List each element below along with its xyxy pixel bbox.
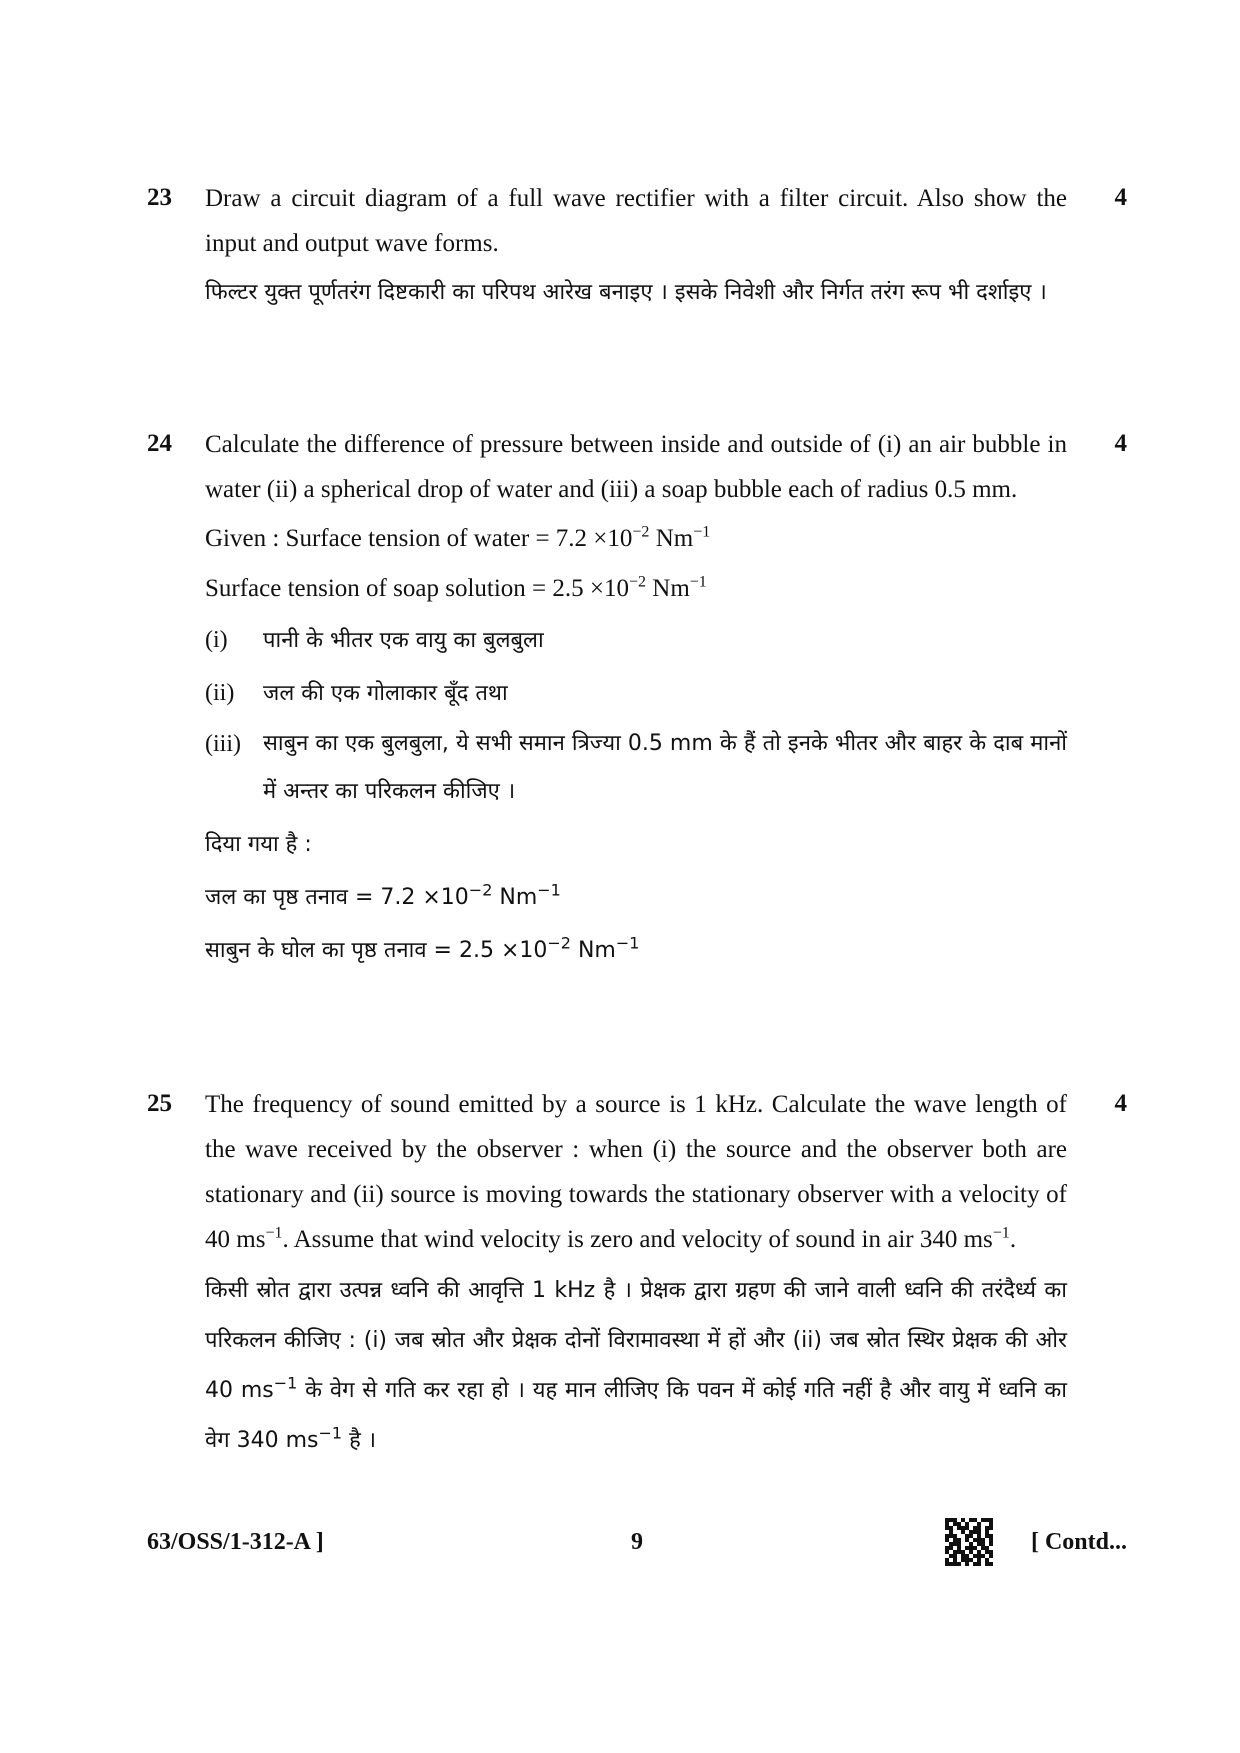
item-text: जल की एक गोलाकार बूँद तथा — [263, 681, 508, 706]
question-marks: 4 — [1114, 184, 1127, 211]
exponent: −1 — [693, 523, 711, 541]
exponent: −2 — [547, 933, 571, 953]
exponent: −1 — [992, 1224, 1010, 1242]
given-line-1 — [205, 514, 1067, 564]
hindi-item-3 — [205, 720, 1067, 816]
question-body — [205, 422, 1067, 977]
item-label: (ii) — [205, 680, 235, 706]
text-part: . Assume that wind velocity is zero and velocity of sound in air 340 ms — [282, 1226, 993, 1253]
given-text: Surface tension of soap solution = 2.5 ×10 — [205, 575, 629, 602]
question-marks: 4 — [1114, 1090, 1127, 1117]
hindi-given-line-1 — [205, 871, 1067, 924]
item-label: (iii) — [205, 731, 241, 757]
page-number: 9 — [631, 1529, 643, 1555]
hindi-given-heading: दिया गया है : — [205, 832, 312, 857]
question-number: 23 — [147, 184, 172, 211]
exponent: −2 — [468, 880, 493, 900]
exponent: −2 — [628, 573, 647, 591]
question-text-hindi — [205, 1266, 1067, 1466]
question-body — [205, 176, 1067, 318]
hindi-item-2 — [205, 667, 1067, 720]
exponent: −1 — [273, 1373, 298, 1393]
unit: Nm — [649, 525, 694, 552]
text-part: किसी स्रोत द्वारा उत्पन्न ध्वनि की आवृत्ति 1 kHz है । प्रेक्षक द्वारा ग्रहण की जाने वाली ध्वनि की तरंदैर्ध्य का परिकलन कीजिए : (i) जब स्रोत और प्रेक्षक दोनों विरामावस्था में हों और (ii) जब स्रोत स्थिर प्रेक्षक की ओर 40 ms — [205, 1278, 1067, 1403]
item-label: (i) — [205, 627, 228, 653]
unit: Nm — [570, 938, 616, 963]
text-part: . — [1009, 1226, 1017, 1253]
given-line-2 — [205, 564, 1067, 614]
given-text: जल का पृष्ठ तनाव = 7.2 ×10 — [205, 885, 469, 910]
question-text-english: Calculate the difference of pressure between inside and outside of (i) an air bubble in water (ii) a spherical drop of water and (iii) a soap bubble each of radius 0.5 mm. — [205, 431, 1067, 503]
page-footer — [147, 1522, 1127, 1562]
question-text-hindi: फिल्टर युक्त पूर्णतरंग दिष्टकारी का परिपथ आरेख बनाइए । इसके निवेशी और निर्गत तरंग रूप भी दर्शाइए । — [205, 280, 1047, 305]
exponent: −1 — [537, 880, 561, 900]
exponent: −1 — [615, 933, 640, 953]
continued-marker: [ Contd... — [1030, 1529, 1127, 1555]
paper-code: 63/OSS/1-312-A ] — [147, 1529, 324, 1555]
text-part: है । — [342, 1428, 377, 1453]
given-text: Given : Surface tension of water = 7.2 ×10 — [205, 525, 633, 552]
item-text: पानी के भीतर एक वायु का बुलबुला — [263, 628, 544, 653]
question-text-english — [205, 1082, 1067, 1262]
hindi-given-line-2 — [205, 924, 1067, 977]
question-marks: 4 — [1114, 430, 1127, 457]
text-part: के वेग से गति कर रहा हो । यह मान लीजिए कि पवन में कोई गति नहीं है और वायु में ध्वनि का वेग 340 ms — [205, 1378, 1067, 1453]
exponent: −1 — [265, 1224, 283, 1242]
hindi-item-1 — [205, 614, 1067, 667]
question-text-english: Draw a circuit diagram of a full wave rectifier with a filter circuit. Also show the input and output wave forms. — [205, 185, 1067, 257]
qr-code-icon — [945, 1518, 993, 1566]
unit: Nm — [492, 885, 538, 910]
exponent: −1 — [689, 573, 707, 591]
question-number: 25 — [147, 1090, 172, 1117]
exponent: −2 — [632, 523, 650, 541]
question-body — [205, 1082, 1067, 1466]
question-number: 24 — [147, 430, 172, 457]
unit: Nm — [646, 575, 690, 602]
item-text: साबुन का एक बुलबुला, ये सभी समान त्रिज्या 0.5 mm के हैं तो इनके भीतर और बाहर के दाब मानों में अन्तर का परिकलन कीजिए । — [263, 731, 1067, 804]
exponent: −1 — [318, 1423, 343, 1443]
text-part: The frequency of sound emitted by a source is 1 kHz. Calculate the wave length of the wave received by the observer : when (i) the source and the observer both are stationary and (ii) source is moving towards the stationary observer with a velocity of 40 ms — [205, 1091, 1067, 1253]
given-text: साबुन के घोल का पृष्ठ तनाव = 2.5 ×10 — [205, 938, 548, 963]
